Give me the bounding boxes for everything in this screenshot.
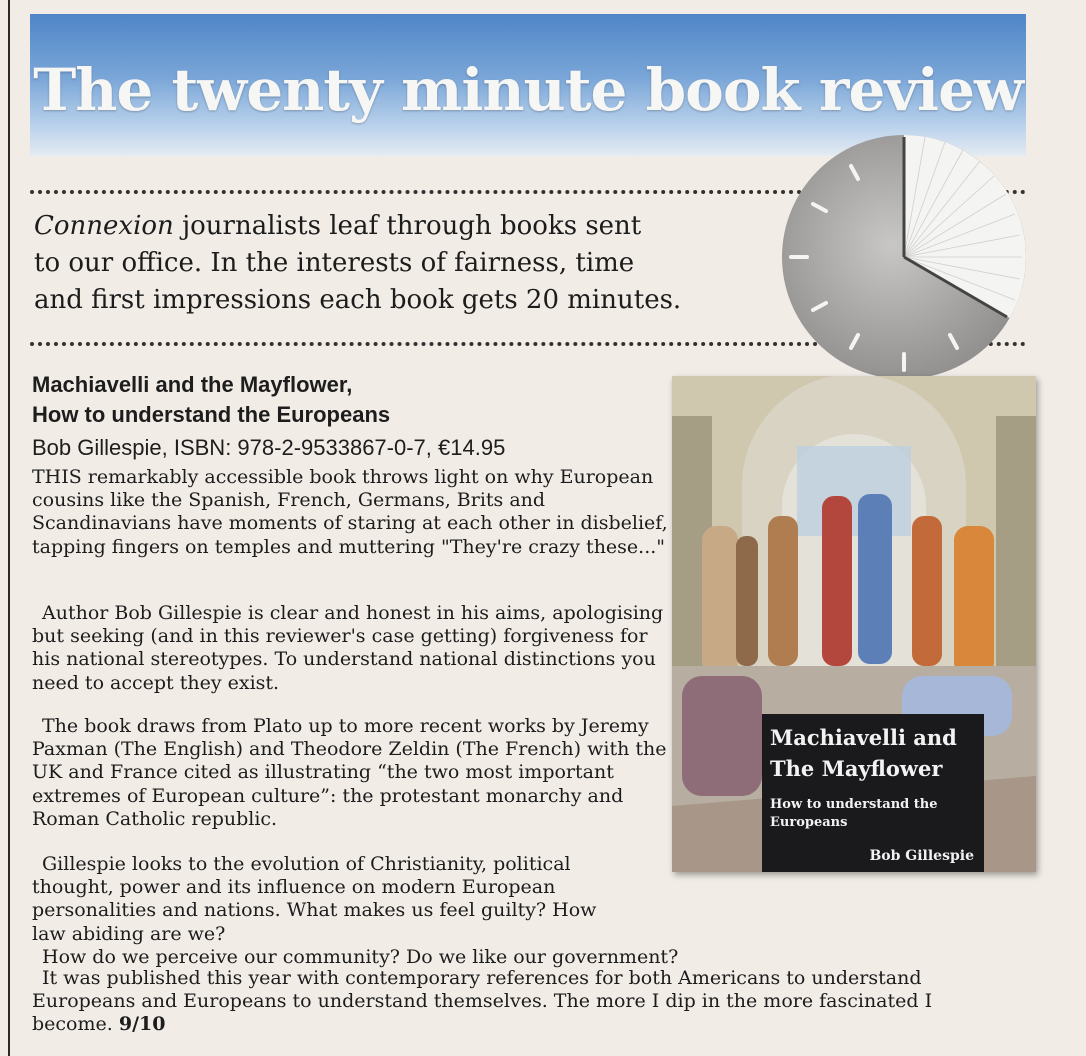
review-paragraph-2: Author Bob Gillespie is clear and honest in his aims, apologising but seeking (and in this reviewer's case getting) forgiveness for his national stereotypes. To understand national distinctions you need to accept they exist. [32,602,664,694]
page-title: The twenty minute book review [33,56,1023,124]
review-paragraph-1: THIS remarkably accessible book throws light on why European cousins like the Spanish, French, Germans, Brits and Scandinavians have moments of staring at each other in disbelief, tapping fingers on temples and muttering "They're crazy these..." [32,466,668,558]
review-paragraph-5: It was published this year with contemporary references for both Americans to understand Europeans and Europeans to understand themselves. The more I dip in the more fascinated I become. 9/10 [32,967,933,1036]
book-cover [672,376,1036,872]
review-score: 9/10 [118,1013,166,1036]
cover-title: Machiavelli and The Mayflower [770,725,957,781]
clock-icon [775,128,1033,386]
review-paragraph-4: Gillespie looks to the evolution of Christianity, political thought, power and its influence on modern European personalities and nations. What makes us feel guilty? How law abiding are we? How do we perceive our community? Do we like our government? [32,853,679,968]
cover-title-box [762,714,984,872]
book-title: Machiavelli and the Mayflower, How to understand the Europeans [32,372,391,427]
column-rule [8,0,10,1056]
intro-text: Connexion journalists leaf through books sent to our office. In the interests of fairness, time and first impressions each book gets 20 minutes. [34,211,682,315]
cover-subtitle: How to understand the Europeans [770,797,938,830]
book-meta: Bob Gillespie, ISBN: 978-2-9533867-0-7, €14.95 [32,435,506,460]
magazine-name: Connexion [34,211,174,241]
cover-author: Bob Gillespie [869,848,974,864]
review-paragraph-3: The book draws from Plato up to more recent works by Jeremy Paxman (The English) and Theodore Zeldin (The French) with the UK and France cited as illustrating “the two most important extremes of European culture”: the protestant monarchy and Roman Catholic republic. [32,715,667,830]
